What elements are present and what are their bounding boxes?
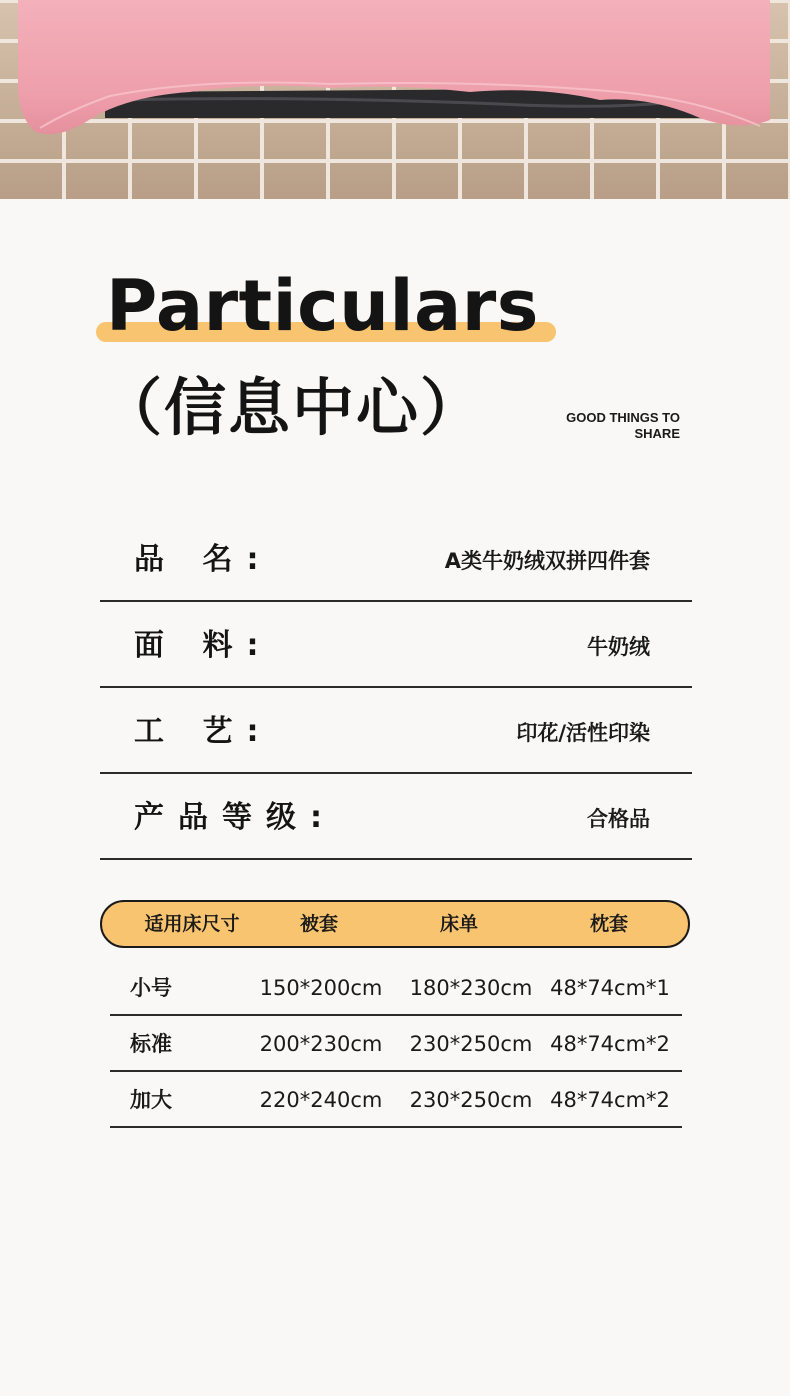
table-cell-pillowcase: 48*74cm*2 (550, 1032, 670, 1056)
duvet-illustration (0, 0, 790, 199)
size-table-body (110, 960, 682, 1128)
product-photo (0, 0, 790, 199)
table-cell-duvet: 150*200cm (259, 976, 383, 1000)
size-table-header (100, 900, 690, 948)
spec-row-grade (100, 774, 692, 860)
table-cell-pillowcase: 48*74cm*1 (550, 976, 670, 1000)
tagline-line-1: GOOD THINGS TO (566, 410, 680, 425)
table-cell-size: 小号 (130, 976, 172, 1000)
spec-label: 工 艺: (134, 714, 273, 749)
table-cell-duvet: 200*230cm (259, 1032, 383, 1056)
page-title: Particulars (106, 265, 539, 347)
title-block (96, 265, 558, 347)
tagline-line-2: SHARE (634, 426, 680, 441)
table-row (110, 1072, 682, 1128)
table-row (110, 960, 682, 1016)
spec-list (100, 516, 692, 860)
spec-row-name (100, 516, 692, 602)
spec-value: 牛奶绒 (587, 635, 650, 659)
spec-label: 产品等级: (134, 800, 336, 835)
table-cell-size: 标准 (130, 1032, 172, 1056)
column-header-duvet-cover: 被套 (299, 913, 338, 935)
spec-label: 面 料: (134, 628, 273, 663)
spec-row-craft (100, 688, 692, 774)
column-header-bed-size: 适用床尺寸 (144, 913, 240, 935)
spec-row-fabric (100, 602, 692, 688)
table-row (110, 1016, 682, 1072)
spec-value: 合格品 (587, 807, 650, 831)
spec-value: A类牛奶绒双拼四件套 (444, 549, 650, 573)
table-cell-sheet: 230*250cm (409, 1088, 533, 1112)
spec-value: 印花/活性印染 (516, 721, 650, 745)
spec-label: 品 名: (134, 542, 273, 577)
table-cell-duvet: 220*240cm (259, 1088, 383, 1112)
table-cell-size: 加大 (130, 1088, 172, 1112)
table-cell-pillowcase: 48*74cm*2 (550, 1088, 670, 1112)
tagline (540, 410, 680, 442)
column-header-pillowcase: 枕套 (589, 913, 628, 935)
table-cell-sheet: 230*250cm (409, 1032, 533, 1056)
column-header-bed-sheet: 床单 (439, 913, 478, 935)
table-cell-sheet: 180*230cm (409, 976, 533, 1000)
page-subtitle: （信息中心） (100, 371, 485, 444)
